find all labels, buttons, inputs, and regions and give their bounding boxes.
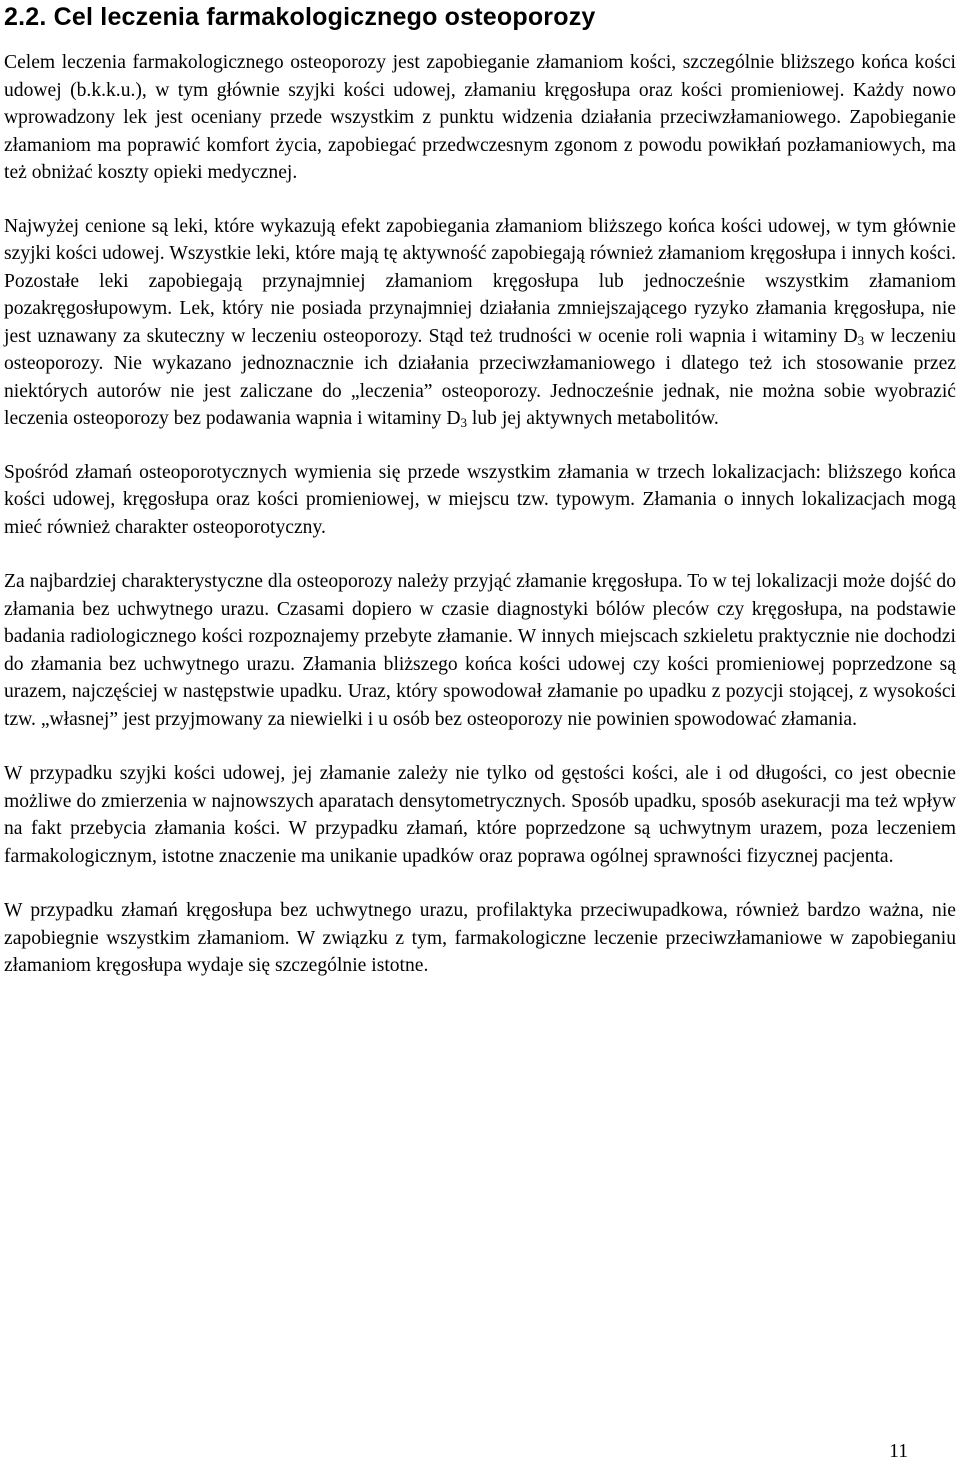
paragraph-2-text-3: lub jej aktywnych metabolitów.: [466, 408, 719, 429]
page-number: 11: [889, 1441, 908, 1462]
paragraph-2-text-2: w leczeniu osteoporozy. Nie wykazano jednoznacznie ich działania przeciwzłamaniowego i dlatego też ich stosowanie przez niektórych autorów nie jest zaliczane do „leczenia” osteoporozy. Jednocześnie jednak, nie można sobie wyobrazić leczenia osteoporozy bez podawania wapnia i witaminy D: [4, 325, 956, 429]
section-heading: 2.2. Cel leczenia farmakologicznego osteoporozy: [4, 3, 596, 31]
paragraph-1: Celem leczenia farmakologicznego osteoporozy jest zapobieganie złamaniom kości, szczególnie bliższego końca kości udowej (b.k.k.u.), w tym głównie szyjki kości udowej, złamaniu kręgosłupa oraz kości promieniowej. Każdy nowo wprowadzony lek jest oceniany przede wszystkim z punktu widzenia działania przeciwzłamaniowego. Zapobieganie złamaniom ma poprawić komfort życia, zapobiegać przedwczesnym zgonom z powodu powikłań pozłamaniowych, ma też obniżać koszty opieki medycznej.: [4, 52, 956, 183]
paragraph-2: [4, 213, 956, 433]
paragraph-5: W przypadku szyjki kości udowej, jej złamanie zależy nie tylko od gęstości kości, ale i od długości, co jest obecnie możliwe do zmierzenia w najnowszych aparatach densytometrycznych. Sposób upadku, sposób asekuracji ma też wpływ na fakt przebycia złamania kości. W przypadku złamań, które poprzedzone są uchwytnym urazem, poza leczeniem farmakologicznym, istotne znaczenie ma unikanie upadków oraz poprawa ogólnej sprawności fizycznej pacjenta.: [4, 763, 956, 867]
document-page: [4, 0, 956, 980]
paragraph-4: Za najbardziej charakterystyczne dla osteoporozy należy przyjąć złamanie kręgosłupa. To w tej lokalizacji może dojść do złamania bez uchwytnego urazu. Czasami dopiero w czasie diagnostyki bólów pleców czy kręgosłupa, na podstawie badania radiologicznego kości rozpoznajemy przebyte złamanie. W innych miejscach szkieletu praktycznie nie dochodzi do złamania bez uchwytnego urazu. Złamania bliższego końca kości udowej czy kości promieniowej poprzedzone są urazem, najczęściej w następstwie upadku. Uraz, który spowodował złamanie po upadku z pozycji stojącej, z wysokości tzw. „własnej” jest przyjmowany za niewielki i u osób bez osteoporozy nie powinien spowodować złamania.: [4, 571, 956, 730]
paragraph-3: Spośród złamań osteoporotycznych wymienia się przede wszystkim złamania w trzech lokalizacjach: bliższego końca kości udowej, kręgosłupa oraz kości promieniowej, w miejscu tzw. typowym. Złamania o innych lokalizacjach mogą mieć również charakter osteoporotyczny.: [4, 461, 956, 538]
subscript-3-second: 3: [460, 415, 467, 430]
paragraph-6: W przypadku złamań kręgosłupa bez uchwytnego urazu, profilaktyka przeciwupadkowa, również bardzo ważna, nie zapobiegnie wszystkim złamaniom. W związku z tym, farmakologiczne leczenie przeciwzłamaniowe w zapobieganiu złamaniom kręgosłupa wydaje się szczególnie istotne.: [4, 900, 956, 976]
subscript-3-first: 3: [857, 332, 865, 348]
paragraph-2-text-1: Najwyżej cenione są leki, które wykazują efekt zapobiegania złamaniom bliższego końca kości udowej, w tym głównie szyjki kości udowej. Wszystkie leki, które mają tę aktywność zapobiegają również złamaniom kręgosłupa i innych kości. Pozostałe leki zapobiegają przynajmniej złamaniom kręgosłupa lub jednocześnie wszystkim złamaniom pozakręgosłupowym. Lek, który nie posiada przynajmniej działania zmniejszającego ryzyko złamania kręgosłupa, nie jest uznawany za skuteczny w leczeniu osteoporozy. Stąd też trudności w ocenie roli wapnia i witaminy D: [4, 215, 956, 347]
